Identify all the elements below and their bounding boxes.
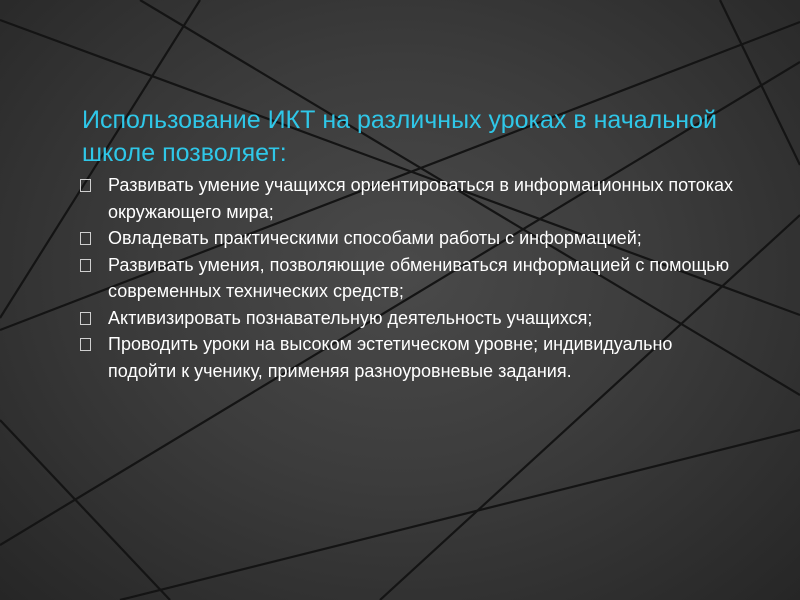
- square-bullet-icon: [80, 179, 91, 192]
- square-bullet-icon: [80, 232, 91, 245]
- bullet-item: [80, 305, 740, 332]
- bullet-text: Овладевать практическими способами работы с информацией;: [108, 228, 642, 248]
- bullet-text: Развивать умение учащихся ориентироваться в информационных потоках окружающего мира;: [108, 175, 734, 222]
- bullet-text: Проводить уроки на высоком эстетическом уровне; индивидуально подойти к ученику, применяя разноуровневые задания.: [108, 334, 673, 381]
- bullet-item: [80, 331, 740, 384]
- square-bullet-icon: [80, 312, 91, 325]
- bullet-list: [80, 172, 740, 384]
- bullet-item: [80, 225, 740, 252]
- bullet-item: [80, 172, 740, 225]
- bullet-text: Активизировать познавательную деятельность учащихся;: [108, 307, 593, 328]
- bullet-text: Развивать умения, позволяющие обмениваться информацией с помощью современных технических средств;: [108, 254, 730, 301]
- square-bullet-icon: [80, 338, 91, 351]
- bullet-item: [80, 252, 740, 305]
- slide-title: Использование ИКТ на различных уроках в начальной школе позволяет:: [82, 106, 717, 167]
- square-bullet-icon: [80, 259, 91, 272]
